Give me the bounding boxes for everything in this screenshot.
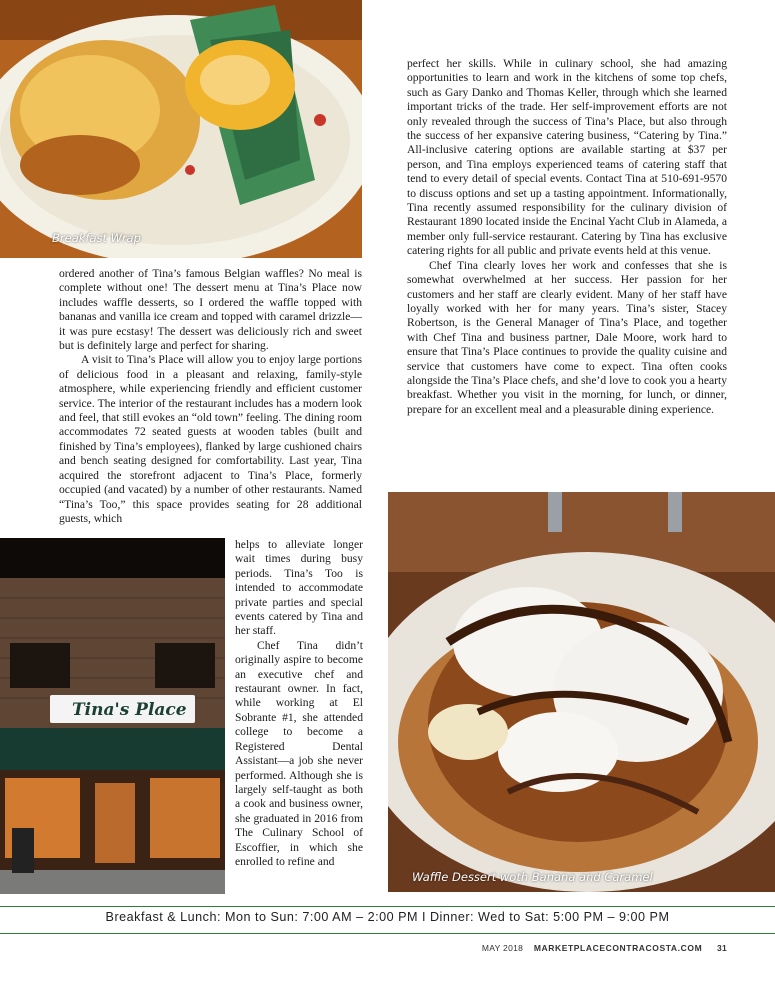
col1-narrow-paragraph-2: Chef Tina didn’t originally aspire to become an executive chef and restaurant owner. In fact, while working at El Sobrante #1, she attended college to become a Registered Dental Assistant—a job she never performed. Although she is largely self-taught as both a cook and business owner, she graduated in 2016 from The Culinary School of Escoffier, in which she enrolled to refine and xyxy=(235,638,363,868)
issue-date: MAY 2018 xyxy=(481,943,524,953)
waffle-caption: Waffle Dessert woth Banana and Caramel xyxy=(412,870,653,884)
breakfast-wrap-photo xyxy=(0,0,362,258)
article-column-1-narrow xyxy=(235,538,363,869)
col1-narrow-paragraph-1: helps to alleviate longer wait times during busy periods. Tina’s Too is intended to accommodate private parties and special events catered by Tina and her staff. xyxy=(235,538,363,638)
site-name: MARKETPLACECONTRACOSTA.COM xyxy=(533,943,703,953)
col1-paragraph-2: A visit to Tina’s Place will allow you to enjoy large portions of delicious food in a pleasant and relaxing, family-style atmosphere, while experiencing friendly and efficient customer service. The interior of the restaurant includes has a modern look and feel, that still evokes an “old town” feeling. The dining room accommodates 72 seated guests at wooden tables (built and finished by Tina’s employees), flanked by large cushioned chairs and bench seating designed for comfortability. Last year, Tina acquired the storefront adjacent to Tina’s Place, formerly occupied (and vacated) by a number of other restaurants. Named “Tina’s Too,” this space provides seating for 28 additional guests, which xyxy=(59,353,362,525)
breakfast-wrap-caption: Breakfast Wrap xyxy=(52,231,141,245)
article-column-2 xyxy=(407,57,727,417)
col2-paragraph-1: perfect her skills. While in culinary school, she had amazing opportunities to learn and work in the kitchens of some top chefs, such as Gary Danko and Thomas Keller, through which she learned important tricks of the trade. Her self-improvement efforts are not only revealed through the success of Tina’s Place, but also through the success of her expansive catering business, “Catering by Tina.” All-inclusive catering options are available starting at $37 per person, and Tina employs experienced teams of catering staff that tend to every detail of special events. Contact Tina at 510-691-9570 to discuss options and set up a tasting appointment. Informationally, Tina recently assumed responsibility for the culinary division of Restaurant 1890 located inside the Encinal Yacht Club in Alameda, a member only full-service restaurant. Catering by Tina has exclusive catering rights for all public and private events held at this venue. xyxy=(407,57,727,258)
page-folio xyxy=(482,943,727,953)
page-number: 31 xyxy=(716,943,727,953)
col1-paragraph-1: ordered another of Tina’s famous Belgian waffles? No meal is complete without one! The dessert menu at Tina’s Place now includes waffle desserts, so I ordered the waffle topped with bananas and vanilla ice cream and topped with caramel drizzle—it was pure ecstasy! The dessert was deliciously rich and sweet but is definitely large and perfect for sharing. xyxy=(59,267,362,353)
col2-paragraph-2: Chef Tina clearly loves her work and confesses that she is somewhat overwhelmed at her success. Her passion for her customers and her staff are clearly evident. Many of her staff have loyally worked with her for many years. Tina’s sister, Stacey Robertson, is the General Manager of Tina’s Place, and together with Chef Tina and business partner, Dale Moore, work hard to ensure that Tina’s Place continues to provide the quality cuisine and service that customers have come to expect. Tina often cooks alongside the Tina’s Place chefs, and she’d love to cook you a hearty breakfast. Whether you visit in the morning, for lunch, or dinner, prepare for an excellent meal and a pleasurable dining experience. xyxy=(407,258,727,416)
hours-line: Breakfast & Lunch: Mon to Sun: 7:00 AM – 2:00 PM I Dinner: Wed to Sat: 5:00 PM – 9:00 PM xyxy=(105,910,670,924)
storefront-sign-text: Tina's Place xyxy=(72,700,187,720)
article-column-1 xyxy=(59,267,362,526)
waffle-photo xyxy=(388,492,775,892)
